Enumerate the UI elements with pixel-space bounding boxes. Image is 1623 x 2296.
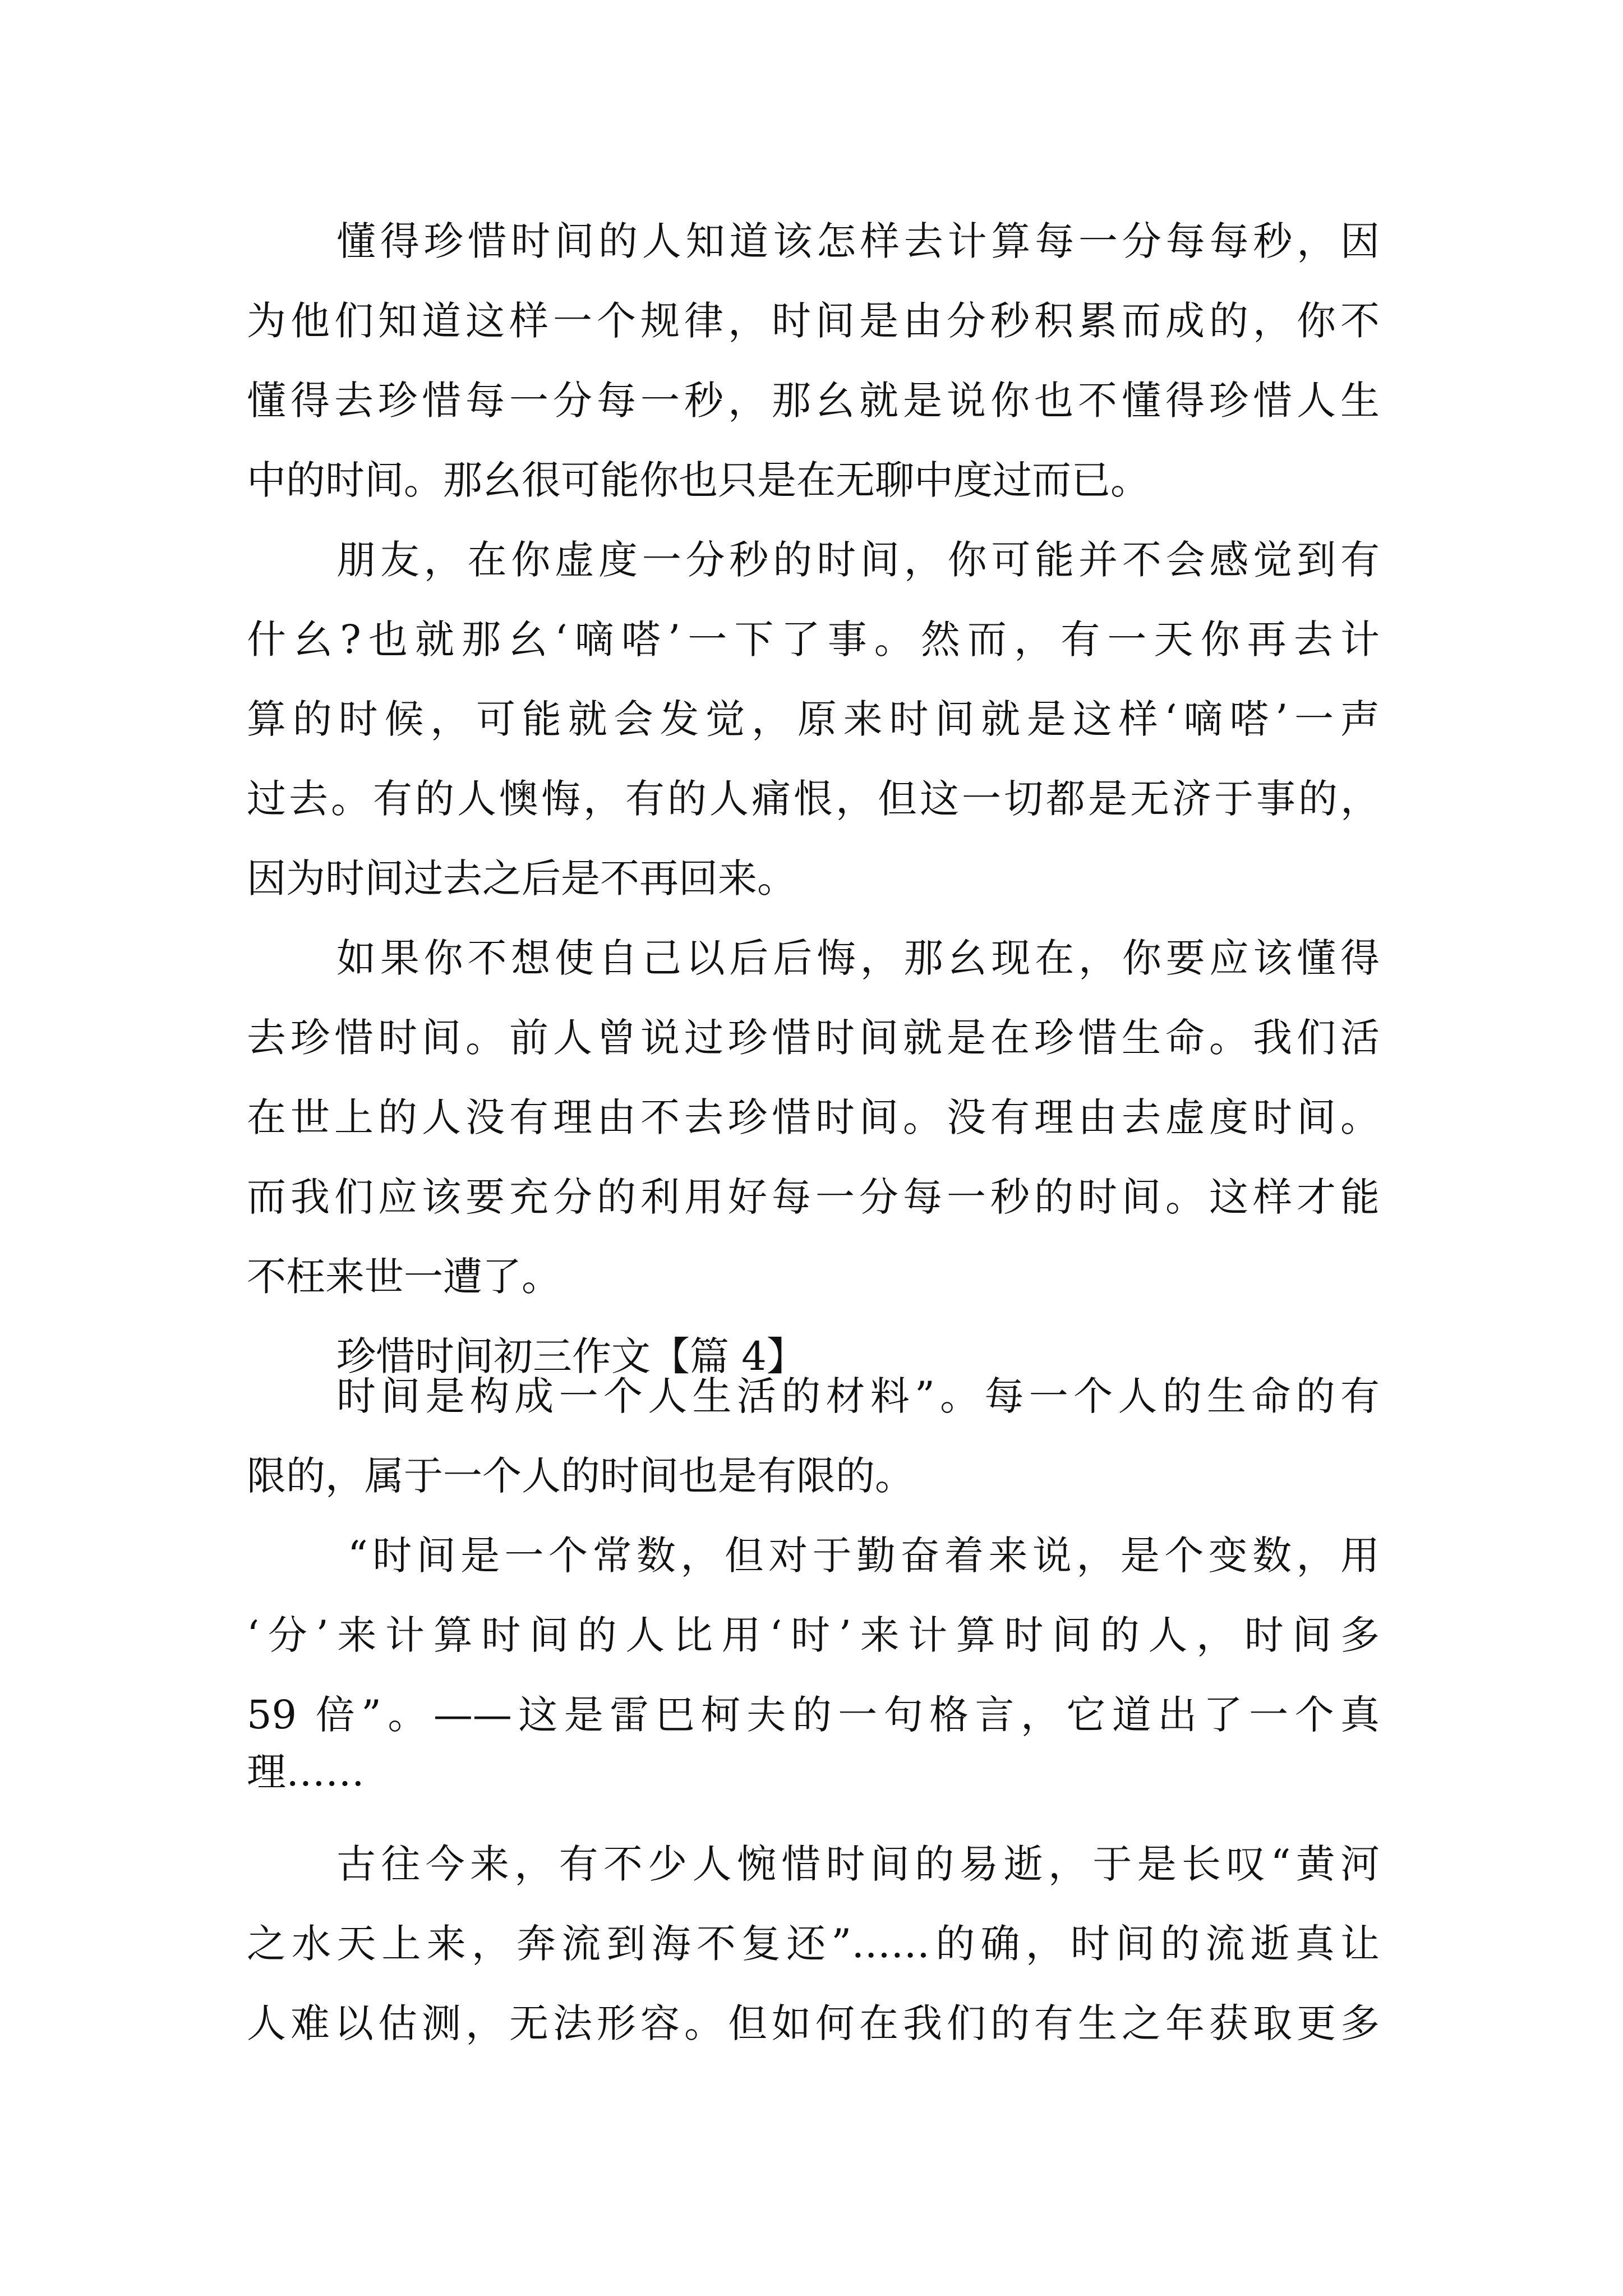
text-line: 59 倍”。——这是雷巴柯夫的一句格言，它道出了一个真	[247, 1692, 1380, 1738]
text-line: 为他们知道这样一个规律，时间是由分秒积累而成的，你不	[247, 298, 1380, 344]
text-line: “时间是一个常数，但对于勤奋着来说，是个变数，用	[348, 1533, 1380, 1579]
text-line: 限的，属于一个人的时间也是有限的。	[247, 1453, 914, 1499]
text-line: 中的时间。那幺很可能你也只是在无聊中度过而已。	[247, 457, 1150, 503]
text-line: 古往今来，有不少人惋惜时间的易逝，于是长叹“黄河	[336, 1841, 1380, 1887]
text-line: 懂得珍惜时间的人知道该怎样去计算每一分每每秒，因	[336, 218, 1380, 264]
text-line: 而我们应该要充分的利用好每一分每一秒的时间。这样才能	[247, 1174, 1380, 1220]
text-line: 不枉来世一遭了。	[247, 1254, 561, 1300]
text-line: 人难以估测，无法形容。但如何在我们的有生之年获取更多	[247, 2000, 1380, 2046]
section-heading: 珍惜时间初三作文【篇 4】	[336, 1333, 806, 1379]
text-line: 朋友，在你虚度一分秒的时间，你可能并不会感觉到有	[336, 537, 1380, 583]
text-line: ‘分’来计算时间的人比用‘时’来计算时间的人，时间多	[247, 1612, 1380, 1658]
text-line: 理……	[247, 1749, 365, 1795]
text-line: 懂得去珍惜每一分每一秒，那幺就是说你也不懂得珍惜人生	[247, 378, 1380, 424]
text-line: 之水天上来，奔流到海不复还”……的确，时间的流逝真让	[247, 1921, 1380, 1967]
text-line: 去珍惜时间。前人曾说过珍惜时间就是在珍惜生命。我们活	[247, 1015, 1380, 1061]
text-line: 过去。有的人懊悔，有的人痛恨，但这一切都是无济于事的，	[247, 776, 1380, 822]
text-line: 如果你不想使自己以后后悔，那幺现在，你要应该懂得	[336, 935, 1380, 981]
text-line: 算的时候，可能就会发觉，原来时间就是这样‘嘀嗒’一声	[247, 696, 1380, 742]
text-line: 时间是构成一个人生活的材料”。每一个人的生命的有	[336, 1373, 1380, 1419]
text-line: 在世上的人没有理由不去珍惜时间。没有理由去虚度时间。	[247, 1094, 1380, 1140]
text-line: 什幺?也就那幺‘嘀嗒’一下了事。然而，有一天你再去计	[247, 616, 1380, 662]
text-line: 因为时间过去之后是不再回来。	[247, 855, 796, 901]
